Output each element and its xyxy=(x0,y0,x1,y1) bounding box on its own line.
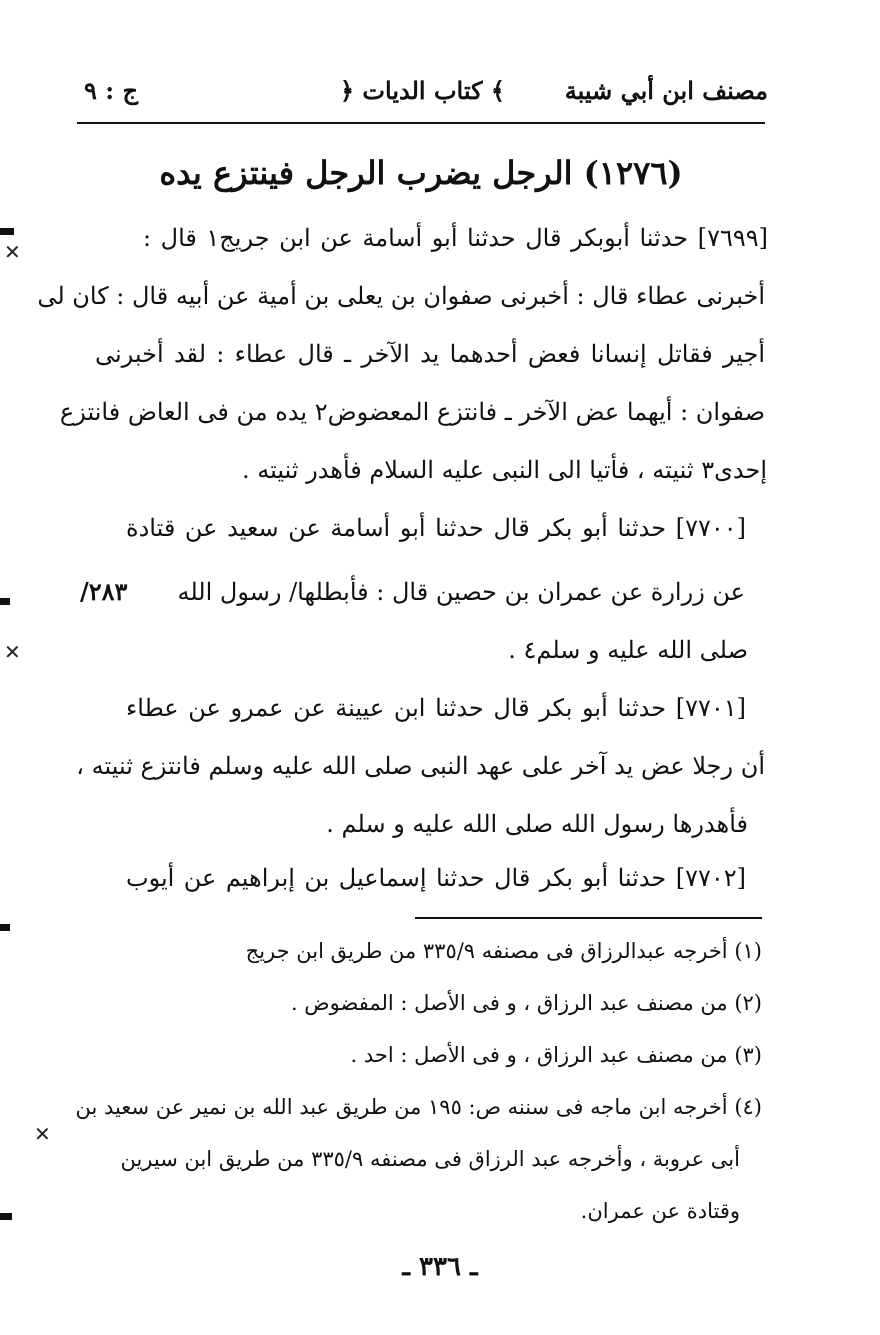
hadith-7700-line-3: صلى الله عليه و سلم٤ . xyxy=(508,636,748,664)
hadith-7702-line-1: [٧٧٠٢] حدثنا أبو بكر قال حدثنا إسماعيل بن إبراهيم عن أيوب xyxy=(126,864,746,892)
hadith-7699-line-5: إحدى٣ ثنيته ، فأتيا الى النبى عليه السلام فأهدر ثنيته . xyxy=(241,456,767,484)
margin-page-reference: ٢٨٣/ xyxy=(80,577,128,606)
footnote-1: (١) أخرجه عبدالرزاق فى مصنفه ٣٣٥/٩ من طريق ابن جريج xyxy=(245,939,762,963)
header-rule xyxy=(77,122,765,124)
footnote-4-line-1: (٤) أخرجه ابن ماجه فى سننه ص: ١٩٥ من طريق عبد الله بن نمير عن سعيد بن xyxy=(75,1095,762,1119)
hadith-7701-line-3: فأهدرها رسول الله صلى الله عليه و سلم . xyxy=(326,810,748,838)
page-number: ـ ٣٣٦ ـ xyxy=(402,1252,478,1282)
footnote-rule xyxy=(415,917,762,919)
edge-mark xyxy=(0,1213,12,1220)
hadith-7699-line-1: [٧٦٩٩] حدثنا أبوبكر قال حدثنا أبو أسامة عن ابن جريج١ قال : xyxy=(143,224,768,252)
footnote-4-line-2: أبى عروبة ، وأخرجه عبد الرزاق فى مصنفه ٣٣٥/٩ من طريق ابن سيرين xyxy=(120,1147,740,1171)
chapter-title: (١٢٧٦) الرجل يضرب الرجل فينتزع يده xyxy=(159,154,683,192)
footnote-3: (٣) من مصنف عبد الرزاق ، و فى الأصل : احد . xyxy=(350,1043,762,1067)
edge-mark xyxy=(0,598,10,605)
edge-tick-icon: ✕ xyxy=(4,240,21,264)
footnote-4-line-3: وقتادة عن عمران. xyxy=(580,1199,740,1223)
hadith-7699-line-2: أخبرنى عطاء قال : أخبرنى صفوان بن يعلى بن أمية عن أبيه قال : كان لى xyxy=(37,282,765,310)
edge-mark xyxy=(0,924,10,931)
edge-tick-icon: ✕ xyxy=(4,640,21,664)
footnote-2: (٢) من مصنف عبد الرزاق ، و فى الأصل : المفضوض . xyxy=(290,991,762,1015)
running-header-book-title: مصنف ابن أبي شيبة xyxy=(564,76,768,105)
hadith-7699-line-4: صفوان : أيهما عض الآخر ـ فانتزع المعضوض٢ يده من فى العاض فانتزع xyxy=(59,398,765,426)
hadith-7700-line-2: عن زرارة عن عمران بن حصين قال : فأبطلها/ رسول الله xyxy=(177,578,745,606)
hadith-7700-line-1: [٧٧٠٠] حدثنا أبو بكر قال حدثنا أبو أسامة عن سعيد عن قتادة xyxy=(126,514,746,542)
running-header-chapter: ﴿ كتاب الديات ﴾ xyxy=(340,76,505,105)
edge-mark xyxy=(0,228,14,235)
hadith-7701-line-2: أن رجلا عض يد آخر على عهد النبى صلى الله عليه وسلم فانتزع ثنيته ، xyxy=(76,752,765,780)
hadith-7699-line-3: أجير فقاتل إنسانا فعض أحدهما يد الآخر ـ قال عطاء : لقد أخبرنى xyxy=(95,340,765,368)
edge-tick-icon: ✕ xyxy=(34,1122,51,1146)
hadith-7701-line-1: [٧٧٠١] حدثنا أبو بكر قال حدثنا ابن عيينة عن عمرو عن عطاء xyxy=(126,694,746,722)
running-header-volume: ج : ٩ xyxy=(84,76,138,105)
